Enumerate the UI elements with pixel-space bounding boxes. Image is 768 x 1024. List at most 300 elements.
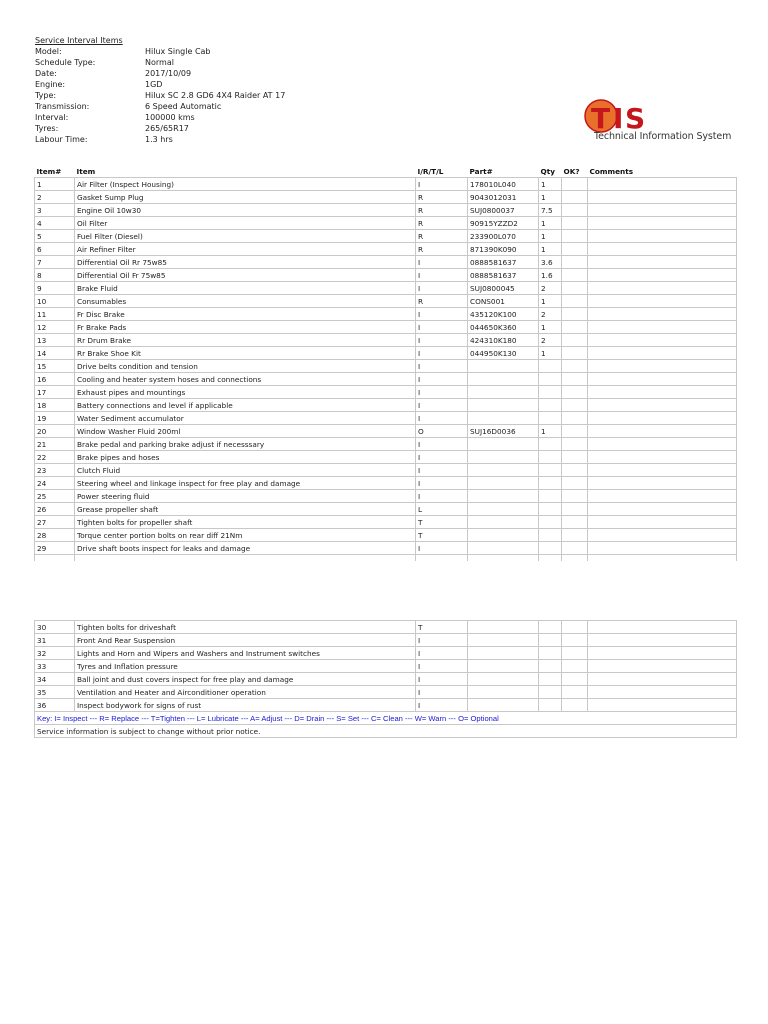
comments-cell — [588, 503, 737, 516]
header-field — [35, 134, 285, 145]
action-code-cell — [416, 555, 468, 562]
table-row — [35, 334, 737, 347]
qty-cell: 1 — [539, 217, 562, 230]
comments-cell — [588, 490, 737, 503]
item-name-cell: Front And Rear Suspension — [75, 634, 416, 647]
ok-cell — [562, 542, 588, 555]
item-number-cell: 13 — [35, 334, 75, 347]
table-row — [35, 282, 737, 295]
item-number-cell: 35 — [35, 686, 75, 699]
action-code-cell: L — [416, 503, 468, 516]
comments-cell — [588, 269, 737, 282]
action-code-cell: I — [416, 451, 468, 464]
disclaimer-note: Service information is subject to change without prior notice. — [35, 725, 737, 738]
ok-cell — [562, 451, 588, 464]
qty-cell — [539, 477, 562, 490]
ok-cell — [562, 360, 588, 373]
comments-cell — [588, 347, 737, 360]
service-items-table — [34, 165, 737, 561]
action-code-cell: R — [416, 243, 468, 256]
item-number-cell: 30 — [35, 621, 75, 634]
item-name-cell: Rr Brake Shoe Kit — [75, 347, 416, 360]
part-number-cell — [468, 660, 539, 673]
item-number-cell: 32 — [35, 647, 75, 660]
table-row — [35, 660, 737, 673]
item-number-cell: 9 — [35, 282, 75, 295]
item-number-cell: 31 — [35, 634, 75, 647]
key-row — [35, 712, 737, 725]
comments-cell — [588, 243, 737, 256]
item-name-cell — [75, 555, 416, 562]
item-name-cell: Drive belts condition and tension — [75, 360, 416, 373]
item-number-cell: 29 — [35, 542, 75, 555]
part-number-cell — [468, 555, 539, 562]
ok-cell — [562, 204, 588, 217]
item-number-cell: 8 — [35, 269, 75, 282]
qty-cell — [539, 542, 562, 555]
table-row — [35, 204, 737, 217]
part-number-cell — [468, 503, 539, 516]
header-block — [35, 35, 285, 145]
item-name-cell: Clutch Fluid — [75, 464, 416, 477]
item-name-cell: Fuel Filter (Diesel) — [75, 230, 416, 243]
part-number-cell: 0888581637 — [468, 269, 539, 282]
action-code-cell: I — [416, 386, 468, 399]
table-row — [35, 647, 737, 660]
qty-cell — [539, 412, 562, 425]
comments-cell — [588, 412, 737, 425]
table-row — [35, 360, 737, 373]
item-name-cell: Tyres and Inflation pressure — [75, 660, 416, 673]
action-code-cell: I — [416, 321, 468, 334]
action-code-cell: O — [416, 425, 468, 438]
qty-cell — [539, 673, 562, 686]
part-number-cell: CONS001 — [468, 295, 539, 308]
qty-cell — [539, 373, 562, 386]
table-row — [35, 386, 737, 399]
ok-cell — [562, 308, 588, 321]
table-row — [35, 295, 737, 308]
table-row — [35, 217, 737, 230]
note-row — [35, 725, 737, 738]
qty-cell — [539, 464, 562, 477]
action-code-cell: I — [416, 699, 468, 712]
part-number-cell: 0888581637 — [468, 256, 539, 269]
item-number-cell: 19 — [35, 412, 75, 425]
header-field-label: Model: — [35, 47, 62, 56]
action-code-cell: I — [416, 438, 468, 451]
ok-cell — [562, 699, 588, 712]
header-field-label: Type: — [35, 91, 57, 100]
col-qty: Qty — [540, 166, 555, 176]
item-name-cell: Ball joint and dust covers inspect for free play and damage — [75, 673, 416, 686]
item-name-cell: Fr Disc Brake — [75, 308, 416, 321]
svg-text:I: I — [613, 102, 624, 135]
ok-cell — [562, 386, 588, 399]
ok-cell — [562, 399, 588, 412]
item-number-cell: 23 — [35, 464, 75, 477]
table-row — [35, 673, 737, 686]
comments-cell — [588, 373, 737, 386]
action-code-cell: I — [416, 373, 468, 386]
action-code-cell: R — [416, 191, 468, 204]
header-field-value: Hilux Single Cab — [145, 47, 211, 56]
action-code-cell: I — [416, 282, 468, 295]
header-field-label: Interval: — [35, 113, 69, 122]
action-code-cell: R — [416, 217, 468, 230]
header-field-value: 265/65R17 — [145, 124, 189, 133]
ok-cell — [562, 347, 588, 360]
comments-cell — [588, 673, 737, 686]
item-name-cell: Grease propeller shaft — [75, 503, 416, 516]
action-code-cell: R — [416, 230, 468, 243]
qty-cell: 2 — [539, 334, 562, 347]
qty-cell: 1 — [539, 191, 562, 204]
comments-cell — [588, 464, 737, 477]
item-name-cell: Tighten bolts for driveshaft — [75, 621, 416, 634]
qty-cell — [539, 360, 562, 373]
comments-cell — [588, 451, 737, 464]
item-name-cell: Gasket Sump Plug — [75, 191, 416, 204]
action-code-cell: I — [416, 542, 468, 555]
item-number-cell: 33 — [35, 660, 75, 673]
ok-cell — [562, 256, 588, 269]
table-row — [35, 412, 737, 425]
part-number-cell: 90915YZZD2 — [468, 217, 539, 230]
part-number-cell — [468, 373, 539, 386]
ok-cell — [562, 191, 588, 204]
table-header-row — [35, 165, 737, 178]
part-number-cell — [468, 699, 539, 712]
item-name-cell: Engine Oil 10w30 — [75, 204, 416, 217]
comments-cell — [588, 647, 737, 660]
header-field — [35, 68, 285, 79]
action-code-cell: I — [416, 647, 468, 660]
ok-cell — [562, 412, 588, 425]
item-number-cell: 25 — [35, 490, 75, 503]
table-row — [35, 529, 737, 542]
item-number-cell: 11 — [35, 308, 75, 321]
qty-cell: 1 — [539, 347, 562, 360]
ok-cell — [562, 686, 588, 699]
ok-cell — [562, 269, 588, 282]
col-item: Item — [76, 166, 96, 176]
comments-cell — [588, 204, 737, 217]
part-number-cell: 424310K180 — [468, 334, 539, 347]
header-field-value: 1.3 hrs — [145, 135, 173, 144]
header-field-value: 6 Speed Automatic — [145, 102, 222, 111]
item-number-cell: 16 — [35, 373, 75, 386]
header-field-label: Date: — [35, 69, 57, 78]
table-row — [35, 438, 737, 451]
part-number-cell: SUJ0800045 — [468, 282, 539, 295]
part-number-cell: SUJ0800037 — [468, 204, 539, 217]
item-name-cell: Inspect bodywork for signs of rust — [75, 699, 416, 712]
table-row — [35, 230, 737, 243]
ok-cell — [562, 282, 588, 295]
item-name-cell: Differential Oil Fr 75w85 — [75, 269, 416, 282]
action-code-cell: I — [416, 308, 468, 321]
key-legend: Key: I= Inspect --- R= Replace --- T=Tighten --- L= Lubricate --- A= Adjust --- D= Drain --- S= Set --- C= Clean --- W= Warn --- O= Optional — [35, 712, 737, 725]
comments-cell — [588, 399, 737, 412]
ok-cell — [562, 295, 588, 308]
comments-cell — [588, 191, 737, 204]
ok-cell — [562, 555, 588, 562]
comments-cell — [588, 295, 737, 308]
table-row — [35, 451, 737, 464]
header-field-value: 1GD — [145, 80, 163, 89]
header-field — [35, 46, 285, 57]
table-row — [35, 490, 737, 503]
comments-cell — [588, 308, 737, 321]
item-number-cell: 28 — [35, 529, 75, 542]
header-field-label: Engine: — [35, 80, 66, 89]
item-name-cell: Brake pedal and parking brake adjust if necesssary — [75, 438, 416, 451]
table-row — [35, 634, 737, 647]
part-number-cell — [468, 477, 539, 490]
comments-cell — [588, 321, 737, 334]
header-field — [35, 57, 285, 68]
item-name-cell: Air Refiner Filter — [75, 243, 416, 256]
table-row — [35, 621, 737, 634]
action-code-cell: R — [416, 204, 468, 217]
header-field-label: Transmission: — [35, 102, 90, 111]
ok-cell — [562, 660, 588, 673]
comments-cell — [588, 438, 737, 451]
comments-cell — [588, 686, 737, 699]
item-name-cell: Brake pipes and hoses — [75, 451, 416, 464]
item-name-cell: Cooling and heater system hoses and connections — [75, 373, 416, 386]
comments-cell — [588, 178, 737, 191]
svg-text:S: S — [625, 102, 646, 135]
header-field-value: Hilux SC 2.8 GD6 4X4 Raider AT 17 — [145, 91, 286, 100]
ok-cell — [562, 321, 588, 334]
comments-cell — [588, 621, 737, 634]
part-number-cell — [468, 634, 539, 647]
part-number-cell: 233900L070 — [468, 230, 539, 243]
action-code-cell: I — [416, 360, 468, 373]
qty-cell — [539, 490, 562, 503]
comments-cell — [588, 282, 737, 295]
comments-cell — [588, 699, 737, 712]
item-number-cell: 1 — [35, 178, 75, 191]
header-field — [35, 101, 285, 112]
item-number-cell: 36 — [35, 699, 75, 712]
item-name-cell: Water Sediment accumulator — [75, 412, 416, 425]
table-row — [35, 503, 737, 516]
item-number-cell: 5 — [35, 230, 75, 243]
qty-cell: 1 — [539, 321, 562, 334]
ok-cell — [562, 334, 588, 347]
action-code-cell: T — [416, 529, 468, 542]
item-number-cell: 26 — [35, 503, 75, 516]
item-name-cell: Rr Drum Brake — [75, 334, 416, 347]
action-code-cell: I — [416, 269, 468, 282]
action-code-cell: I — [416, 464, 468, 477]
item-number-cell: 20 — [35, 425, 75, 438]
action-code-cell: I — [416, 477, 468, 490]
ok-cell — [562, 425, 588, 438]
part-number-cell — [468, 516, 539, 529]
part-number-cell — [468, 399, 539, 412]
col-item-number: Item# — [36, 166, 62, 176]
action-code-cell: T — [416, 516, 468, 529]
tis-logo — [583, 95, 743, 145]
qty-cell — [539, 503, 562, 516]
part-number-cell — [468, 673, 539, 686]
item-name-cell: Brake Fluid — [75, 282, 416, 295]
qty-cell — [539, 686, 562, 699]
qty-cell: 1.6 — [539, 269, 562, 282]
header-field — [35, 90, 285, 101]
qty-cell: 3.6 — [539, 256, 562, 269]
qty-cell — [539, 529, 562, 542]
comments-cell — [588, 660, 737, 673]
item-number-cell: 21 — [35, 438, 75, 451]
qty-cell: 2 — [539, 308, 562, 321]
ok-cell — [562, 529, 588, 542]
part-number-cell: 044950K130 — [468, 347, 539, 360]
part-number-cell — [468, 464, 539, 477]
item-name-cell: Drive shaft boots inspect for leaks and damage — [75, 542, 416, 555]
part-number-cell — [468, 412, 539, 425]
comments-cell — [588, 256, 737, 269]
part-number-cell — [468, 360, 539, 373]
header-field — [35, 123, 285, 134]
part-number-cell: 9043012031 — [468, 191, 539, 204]
qty-cell — [539, 660, 562, 673]
qty-cell: 1 — [539, 243, 562, 256]
table-row — [35, 542, 737, 555]
part-number-cell — [468, 686, 539, 699]
table-row — [35, 256, 737, 269]
table-row — [35, 373, 737, 386]
ok-cell — [562, 217, 588, 230]
action-code-cell: I — [416, 634, 468, 647]
item-name-cell: Torque center portion bolts on rear diff 21Nm — [75, 529, 416, 542]
item-name-cell: Fr Brake Pads — [75, 321, 416, 334]
table-row — [35, 699, 737, 712]
col-ok: OK? — [563, 166, 580, 176]
action-code-cell: I — [416, 686, 468, 699]
header-field-label: Schedule Type: — [35, 58, 96, 67]
table-row — [35, 321, 737, 334]
table-row — [35, 191, 737, 204]
part-number-cell — [468, 451, 539, 464]
comments-cell — [588, 425, 737, 438]
comments-cell — [588, 477, 737, 490]
part-number-cell: 044650K360 — [468, 321, 539, 334]
comments-cell — [588, 542, 737, 555]
col-comments: Comments — [589, 166, 634, 176]
header-field-label: Tyres: — [35, 124, 59, 133]
table-row — [35, 269, 737, 282]
item-name-cell: Exhaust pipes and mountings — [75, 386, 416, 399]
item-number-cell: 14 — [35, 347, 75, 360]
item-number-cell: 17 — [35, 386, 75, 399]
qty-cell — [539, 647, 562, 660]
page-title: Service Interval Items — [35, 36, 123, 45]
table-row — [35, 347, 737, 360]
action-code-cell: I — [416, 412, 468, 425]
ok-cell — [562, 464, 588, 477]
item-name-cell: Oil Filter — [75, 217, 416, 230]
ok-cell — [562, 230, 588, 243]
part-number-cell — [468, 647, 539, 660]
item-number-cell: 4 — [35, 217, 75, 230]
comments-cell — [588, 555, 737, 562]
part-number-cell — [468, 542, 539, 555]
item-number-cell: 3 — [35, 204, 75, 217]
col-action: I/R/T/L — [417, 166, 444, 176]
qty-cell — [539, 399, 562, 412]
header-field-value: Normal — [145, 58, 174, 67]
table-row — [35, 477, 737, 490]
table-row — [35, 425, 737, 438]
qty-cell: 1 — [539, 425, 562, 438]
item-name-cell: Differential Oil Rr 75w85 — [75, 256, 416, 269]
table-row — [35, 243, 737, 256]
qty-cell: 1 — [539, 295, 562, 308]
service-items-table-continued — [34, 620, 737, 738]
qty-cell: 1 — [539, 178, 562, 191]
item-number-cell: 6 — [35, 243, 75, 256]
header-field-label: Labour Time: — [35, 135, 88, 144]
qty-cell — [539, 438, 562, 451]
table-row — [35, 686, 737, 699]
item-name-cell: Battery connections and level if applicable — [75, 399, 416, 412]
logo-caption: Technical Information System — [594, 131, 732, 142]
item-name-cell: Window Washer Fluid 200ml — [75, 425, 416, 438]
item-number-cell: 2 — [35, 191, 75, 204]
item-name-cell: Consumables — [75, 295, 416, 308]
part-number-cell: 435120K100 — [468, 308, 539, 321]
ok-cell — [562, 477, 588, 490]
item-number-cell — [35, 555, 75, 562]
comments-cell — [588, 386, 737, 399]
item-number-cell: 12 — [35, 321, 75, 334]
item-name-cell: Power steering fluid — [75, 490, 416, 503]
part-number-cell: 871390K090 — [468, 243, 539, 256]
action-code-cell: I — [416, 178, 468, 191]
qty-cell — [539, 451, 562, 464]
item-number-cell: 34 — [35, 673, 75, 686]
part-number-cell — [468, 621, 539, 634]
header-field — [35, 79, 285, 90]
qty-cell — [539, 621, 562, 634]
comments-cell — [588, 516, 737, 529]
item-name-cell: Ventilation and Heater and Airconditioner operation — [75, 686, 416, 699]
table-row — [35, 178, 737, 191]
qty-cell — [539, 634, 562, 647]
part-number-cell — [468, 529, 539, 542]
comments-cell — [588, 634, 737, 647]
ok-cell — [562, 373, 588, 386]
ok-cell — [562, 673, 588, 686]
ok-cell — [562, 516, 588, 529]
ok-cell — [562, 503, 588, 516]
comments-cell — [588, 529, 737, 542]
ok-cell — [562, 243, 588, 256]
comments-cell — [588, 360, 737, 373]
item-number-cell: 15 — [35, 360, 75, 373]
ok-cell — [562, 621, 588, 634]
item-name-cell: Lights and Horn and Wipers and Washers and Instrument switches — [75, 647, 416, 660]
action-code-cell: I — [416, 256, 468, 269]
part-number-cell — [468, 438, 539, 451]
item-number-cell: 27 — [35, 516, 75, 529]
action-code-cell: I — [416, 490, 468, 503]
